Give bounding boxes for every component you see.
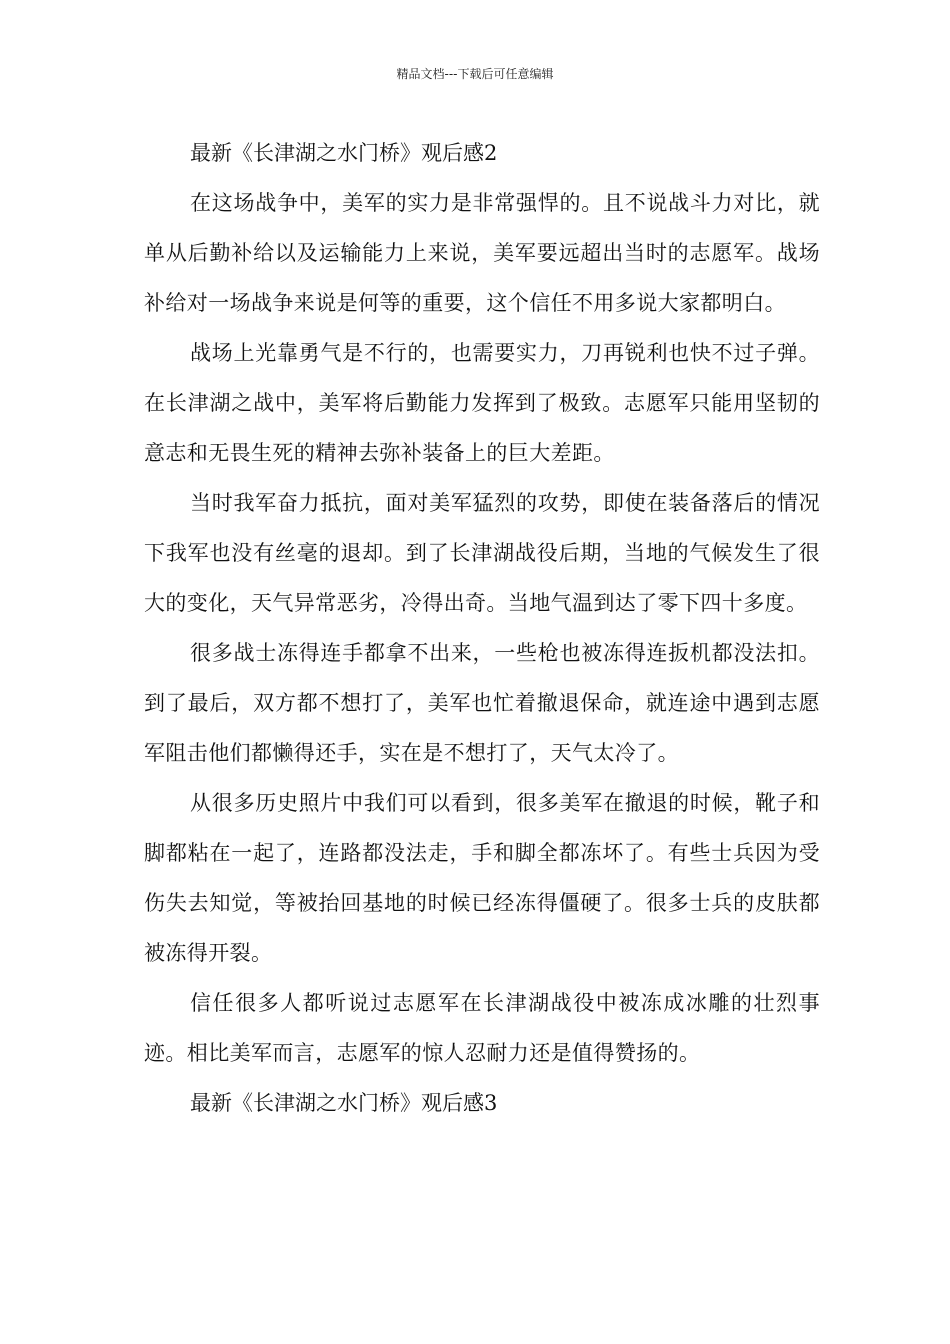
paragraph-3: 当时我军奋力抵抗，面对美军猛烈的攻势，即使在装备落后的情况下我军也没有丝毫的退却。到了长津湖战役后期，当地的气候发生了很大的变化，天气异常恶劣，冷得出奇。当地气温到达了零下四十多度。 xyxy=(144,491,820,615)
paragraph-4: 很多战士冻得连手都拿不出来，一些枪也被冻得连扳机都没法扣。到了最后，双方都不想打了，美军也忙着撤退保命，就连途中遇到志愿军阻击他们都懒得还手，实在是不想打了，天气太冷了。 xyxy=(144,641,820,765)
section-heading-2: 最新《长津湖之水门桥》观后感2 xyxy=(190,141,498,165)
page-header: 精品文档---下载后可任意编辑 xyxy=(396,67,554,81)
paragraph-6: 信任很多人都听说过志愿军在长津湖战役中被冻成冰雕的壮烈事迹。相比美军而言，志愿军的惊人忍耐力还是值得赞扬的。 xyxy=(144,991,820,1065)
document-body xyxy=(144,128,820,1128)
paragraph-1: 在这场战争中，美军的实力是非常强悍的。且不说战斗力对比，就单从后勤补给以及运输能力上来说，美军要远超出当时的志愿军。战场补给对一场战争来说是何等的重要，这个信任不用多说大家都明白。 xyxy=(144,191,820,315)
paragraph-2: 战场上光靠勇气是不行的，也需要实力，刀再锐利也快不过子弹。在长津湖之战中，美军将后勤能力发挥到了极致。志愿军只能用坚韧的意志和无畏生死的精神去弥补装备上的巨大差距。 xyxy=(144,341,820,465)
section-heading-3: 最新《长津湖之水门桥》观后感3 xyxy=(190,1091,498,1115)
paragraph-5: 从很多历史照片中我们可以看到，很多美军在撤退的时候，靴子和脚都粘在一起了，连路都没法走，手和脚全都冻坏了。有些士兵因为受伤失去知觉，等被抬回基地的时候已经冻得僵硬了。很多士兵的皮肤都被冻得开裂。 xyxy=(144,791,820,965)
